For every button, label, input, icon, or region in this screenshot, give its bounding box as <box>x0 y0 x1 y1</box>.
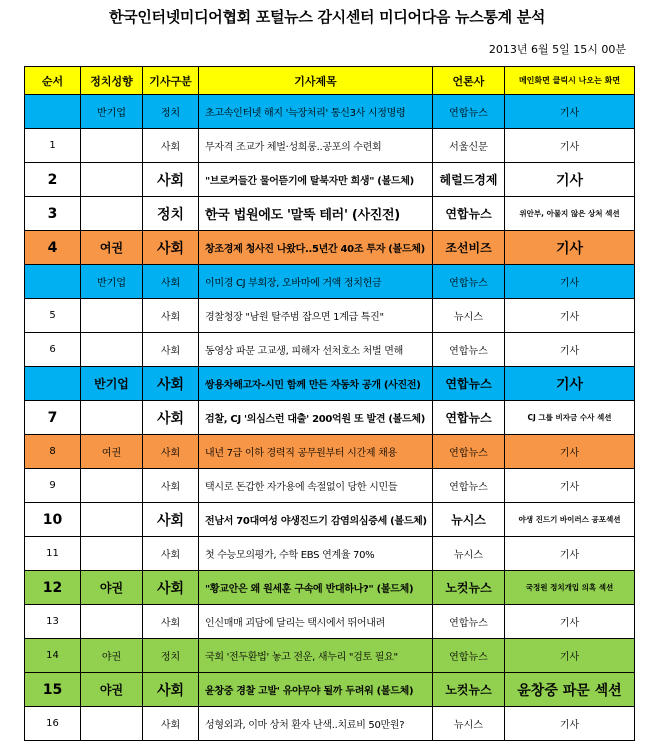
cell-order: 13 <box>25 605 81 639</box>
cell-article-title[interactable]: 동영상 파문 고교생, 피해자 선처호소 처벌 면해 <box>199 333 433 367</box>
table-row <box>25 333 635 367</box>
table-row <box>25 571 635 605</box>
cell-press: 노컷뉴스 <box>433 571 505 605</box>
table-row <box>25 605 635 639</box>
table-row <box>25 231 635 265</box>
cell-category: 사회 <box>143 435 199 469</box>
table-row <box>25 673 635 707</box>
cell-order: 9 <box>25 469 81 503</box>
page-title: 한국인터넷미디어협회 포털뉴스 감시센터 미디어다음 뉴스통계 분석 <box>108 8 546 26</box>
cell-category: 사회 <box>143 299 199 333</box>
cell-order: 1 <box>25 129 81 163</box>
cell-category: 사회 <box>143 401 199 435</box>
cell-order: 10 <box>25 503 81 537</box>
cell-category: 사회 <box>143 605 199 639</box>
table-header-row <box>25 67 635 95</box>
cell-main-screen: 기사 <box>505 469 635 503</box>
news-stats-table <box>24 66 635 741</box>
cell-order: 6 <box>25 333 81 367</box>
cell-political-lean <box>81 401 143 435</box>
cell-main-screen: 기사 <box>505 265 635 299</box>
cell-press: 연합뉴스 <box>433 401 505 435</box>
cell-main-screen: 기사 <box>505 605 635 639</box>
cell-political-lean <box>81 537 143 571</box>
cell-order: 8 <box>25 435 81 469</box>
cell-political-lean <box>81 333 143 367</box>
table-row <box>25 197 635 231</box>
cell-category: 사회 <box>143 333 199 367</box>
table-row <box>25 537 635 571</box>
cell-main-screen: CJ 그룹 비자금 수사 섹션 <box>505 401 635 435</box>
header-press: 언론사 <box>433 67 505 95</box>
cell-main-screen: 기사 <box>505 95 635 129</box>
cell-press: 뉴시스 <box>433 537 505 571</box>
table-row <box>25 435 635 469</box>
cell-order <box>25 265 81 299</box>
cell-main-screen: 윤창중 파문 섹션 <box>505 673 635 707</box>
cell-article-title[interactable]: 내년 7급 이하 경력직 공무원부터 시간제 채용 <box>199 435 433 469</box>
header-order: 순서 <box>25 67 81 95</box>
cell-category: 사회 <box>143 265 199 299</box>
cell-political-lean: 여권 <box>81 231 143 265</box>
cell-main-screen: 기사 <box>505 639 635 673</box>
cell-political-lean: 반기업 <box>81 367 143 401</box>
header-category: 기사구분 <box>143 67 199 95</box>
cell-press: 뉴시스 <box>433 503 505 537</box>
cell-category: 사회 <box>143 231 199 265</box>
cell-article-title[interactable]: 이미경 CJ 부회장, 오바마에 거액 정치헌금 <box>199 265 433 299</box>
cell-order: 16 <box>25 707 81 741</box>
cell-article-title[interactable]: 경찰청장 "남원 탈주범 잡으면 1계급 특진" <box>199 299 433 333</box>
cell-article-title[interactable]: 윤창중 경찰 고발' 유야무야 될까 두려워 (볼드체) <box>199 673 433 707</box>
cell-press: 연합뉴스 <box>433 265 505 299</box>
cell-order: 7 <box>25 401 81 435</box>
table-row <box>25 707 635 741</box>
cell-order: 15 <box>25 673 81 707</box>
header-political-lean: 정치성향 <box>81 67 143 95</box>
cell-press: 연합뉴스 <box>433 639 505 673</box>
cell-order: 5 <box>25 299 81 333</box>
cell-article-title[interactable]: 전남서 70대여성 야생진드기 감염의심증세 (볼드체) <box>199 503 433 537</box>
cell-political-lean <box>81 163 143 197</box>
cell-category: 사회 <box>143 129 199 163</box>
cell-order <box>25 367 81 401</box>
cell-category: 정치 <box>143 639 199 673</box>
cell-political-lean: 여권 <box>81 435 143 469</box>
cell-main-screen: 기사 <box>505 299 635 333</box>
cell-political-lean: 반기업 <box>81 265 143 299</box>
cell-press: 뉴시스 <box>433 299 505 333</box>
cell-press: 노컷뉴스 <box>433 673 505 707</box>
table-row <box>25 503 635 537</box>
cell-press: 연합뉴스 <box>433 95 505 129</box>
table-row <box>25 401 635 435</box>
cell-political-lean <box>81 707 143 741</box>
cell-press: 연합뉴스 <box>433 435 505 469</box>
cell-article-title[interactable]: 창조경제 청사진 나왔다..5년간 40조 투자 (볼드체) <box>199 231 433 265</box>
cell-political-lean: 야권 <box>81 571 143 605</box>
table-row <box>25 163 635 197</box>
cell-article-title[interactable]: 한국 법원에도 '말뚝 테러' (사진전) <box>199 197 433 231</box>
cell-main-screen: 기사 <box>505 707 635 741</box>
header-article-title: 기사제목 <box>199 67 433 95</box>
cell-order: 3 <box>25 197 81 231</box>
cell-order <box>25 95 81 129</box>
cell-press: 헤럴드경제 <box>433 163 505 197</box>
cell-main-screen: 기사 <box>505 435 635 469</box>
cell-article-title[interactable]: "황교안은 왜 원세훈 구속에 반대하나?" (볼드체) <box>199 571 433 605</box>
cell-political-lean <box>81 197 143 231</box>
table-row <box>25 265 635 299</box>
table-row <box>25 129 635 163</box>
table-row <box>25 639 635 673</box>
cell-category: 사회 <box>143 503 199 537</box>
cell-article-title[interactable]: 성형외과, 이마 상처 환자 난색..치료비 50만원? <box>199 707 433 741</box>
cell-press: 연합뉴스 <box>433 605 505 639</box>
cell-order: 2 <box>25 163 81 197</box>
cell-press: 뉴시스 <box>433 707 505 741</box>
cell-press: 연합뉴스 <box>433 367 505 401</box>
cell-article-title[interactable]: 검찰, CJ '의심스런 대출' 200억원 또 발견 (볼드체) <box>199 401 433 435</box>
cell-article-title[interactable]: 첫 수능모의평가, 수학 EBS 연계율 70% <box>199 537 433 571</box>
cell-order: 14 <box>25 639 81 673</box>
cell-article-title[interactable]: "브로커들간 물어뜯기에 탈북자만 희생" (볼드체) <box>199 163 433 197</box>
cell-main-screen: 기사 <box>505 333 635 367</box>
cell-press: 연합뉴스 <box>433 469 505 503</box>
cell-order: 11 <box>25 537 81 571</box>
cell-press: 조선비즈 <box>433 231 505 265</box>
table-row <box>25 95 635 129</box>
cell-category: 사회 <box>143 673 199 707</box>
cell-category: 정치 <box>143 197 199 231</box>
cell-press: 연합뉴스 <box>433 197 505 231</box>
cell-main-screen: 기사 <box>505 163 635 197</box>
cell-main-screen: 기사 <box>505 129 635 163</box>
cell-political-lean: 반기업 <box>81 95 143 129</box>
cell-press: 연합뉴스 <box>433 333 505 367</box>
cell-political-lean <box>81 503 143 537</box>
cell-main-screen: 야생 진드기 바이러스 공포섹션 <box>505 503 635 537</box>
cell-category: 사회 <box>143 367 199 401</box>
cell-category: 사회 <box>143 163 199 197</box>
cell-article-title[interactable]: 인신매매 괴담에 달리는 택시에서 뛰어내려 <box>199 605 433 639</box>
cell-article-title[interactable]: 초고속인터넷 해지 '늑장처리' 통신3사 시정명령 <box>199 95 433 129</box>
table-row <box>25 299 635 333</box>
report-timestamp: 2013년 6월 5일 15시 00분 <box>488 43 626 56</box>
cell-category: 정치 <box>143 95 199 129</box>
cell-category: 사회 <box>143 537 199 571</box>
cell-main-screen: 기사 <box>505 231 635 265</box>
cell-political-lean: 야권 <box>81 639 143 673</box>
cell-press: 서울신문 <box>433 129 505 163</box>
cell-article-title[interactable]: 무자격 조교가 체벌·성희롱..공포의 수련회 <box>199 129 433 163</box>
cell-political-lean: 야권 <box>81 673 143 707</box>
header-main-screen: 메인화면 클릭시 나오는 화면 <box>505 67 635 95</box>
cell-main-screen: 위안부, 아물지 않은 상처 섹션 <box>505 197 635 231</box>
cell-order: 12 <box>25 571 81 605</box>
cell-political-lean <box>81 469 143 503</box>
table-row <box>25 367 635 401</box>
cell-category: 사회 <box>143 707 199 741</box>
cell-main-screen: 기사 <box>505 537 635 571</box>
cell-article-title[interactable]: 쌍용차해고자-시민 함께 만든 자동차 공개 (사진전) <box>199 367 433 401</box>
cell-main-screen: 국정원 정치개입 의혹 섹션 <box>505 571 635 605</box>
table-row <box>25 469 635 503</box>
cell-order: 4 <box>25 231 81 265</box>
cell-category: 사회 <box>143 571 199 605</box>
cell-political-lean <box>81 299 143 333</box>
cell-political-lean <box>81 129 143 163</box>
cell-main-screen: 기사 <box>505 367 635 401</box>
cell-article-title[interactable]: 택시로 돈갑한 자가용에 속절없이 당한 시민들 <box>199 469 433 503</box>
cell-category: 사회 <box>143 469 199 503</box>
cell-political-lean <box>81 605 143 639</box>
cell-article-title[interactable]: 국회 '전두환법' 놓고 전운, 새누리 "검토 필요" <box>199 639 433 673</box>
